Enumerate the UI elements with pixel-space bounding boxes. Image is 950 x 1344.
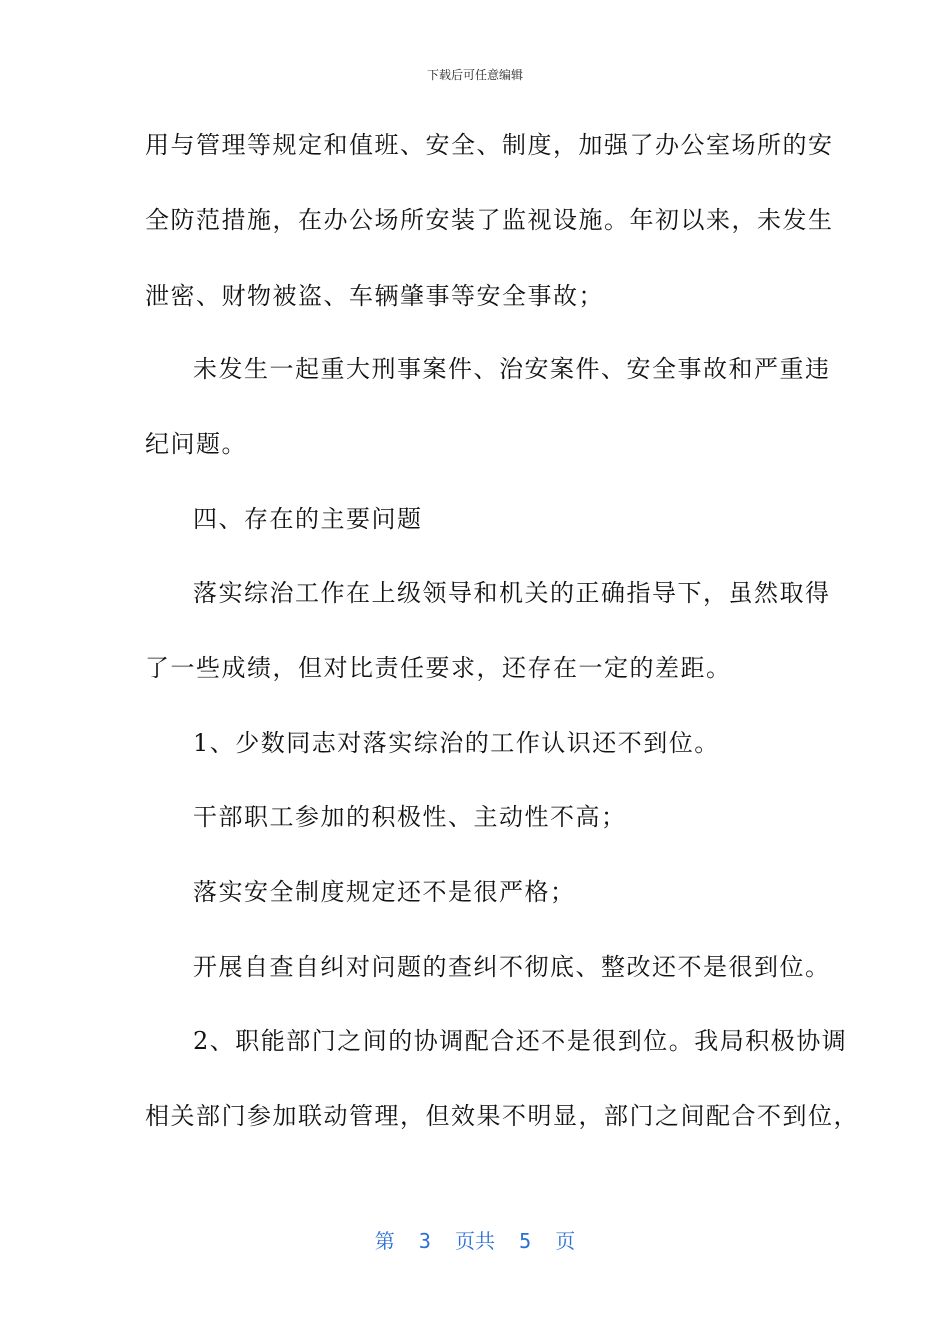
section-heading: 四、存在的主要问题 bbox=[193, 505, 423, 533]
body-line: 了一些成绩，但对比责任要求，还存在一定的差距。 bbox=[145, 654, 732, 682]
body-line: 纪问题。 bbox=[145, 430, 247, 458]
body-line: 干部职工参加的积极性、主动性不高； bbox=[193, 803, 627, 831]
body-line: 落实安全制度规定还不是很严格； bbox=[193, 878, 576, 906]
body-line: 1、少数同志对落实综治的工作认识还不到位。 bbox=[193, 729, 720, 757]
body-line: 全防范措施，在办公场所安装了监视设施。年初以来，未发生 bbox=[145, 206, 834, 234]
page-number-footer: 第 3 页共 5 页 bbox=[374, 1229, 576, 1253]
body-line: 相关部门参加联动管理，但效果不明显，部门之间配合不到位， bbox=[145, 1102, 859, 1130]
body-line: 落实综治工作在上级领导和机关的正确指导下，虽然取得 bbox=[193, 579, 831, 607]
body-line: 泄密、财物被盗、车辆肇事等安全事故； bbox=[145, 282, 604, 310]
body-line: 用与管理等规定和值班、安全、制度，加强了办公室场所的安 bbox=[145, 131, 834, 159]
body-line: 开展自查自纠对问题的查纠不彻底、整改还不是很到位。 bbox=[193, 953, 831, 981]
body-line: 2、职能部门之间的协调配合还不是很到位。我局积极协调 bbox=[193, 1027, 848, 1055]
page-header: 下载后可任意编辑 bbox=[426, 68, 523, 82]
body-line: 未发生一起重大刑事案件、治安案件、安全事故和严重违 bbox=[193, 355, 831, 383]
